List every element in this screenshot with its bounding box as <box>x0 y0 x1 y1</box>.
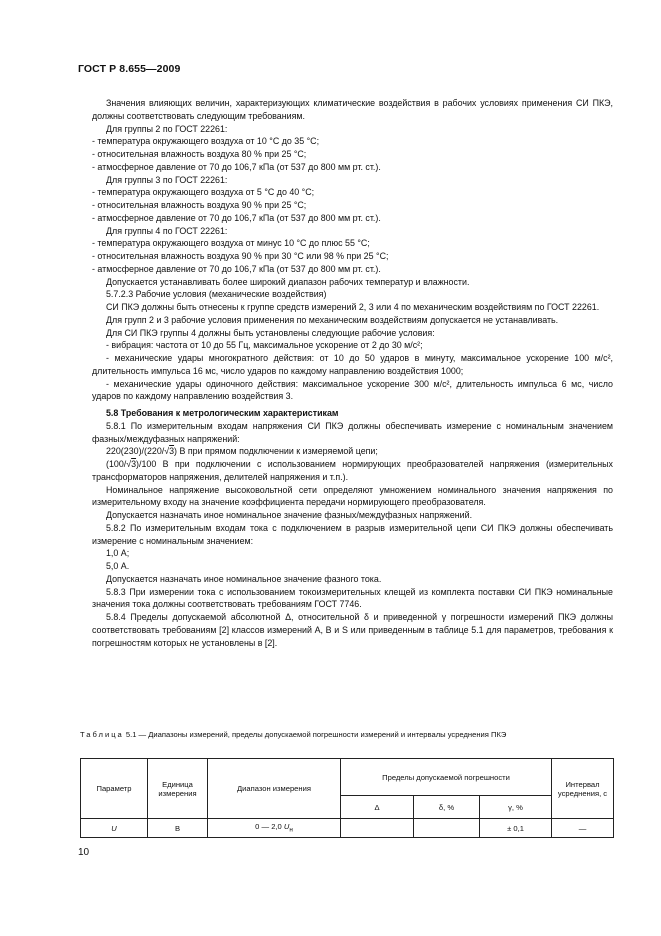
list-item: - механические удары многократного действия: от 10 до 50 ударов в минуту, максимальное ускорение 100 м/с², длительность импульса 16 мс, число ударов по каждому направлению воздействия 1000; <box>92 353 613 376</box>
header-unit: Единица измерения <box>148 759 208 819</box>
list-item: - относительная влажность воздуха 80 % при 25 °С; <box>92 149 307 159</box>
table-caption <box>80 730 613 741</box>
list-item: - температура окружающего воздуха от минус 10 °С до плюс 55 °С; <box>92 238 370 249</box>
list-item: - вибрация: частота от 10 до 55 Гц, максимальное ускорение от 2 до 30 м/с²; <box>106 340 423 351</box>
range-subscript: н <box>289 826 293 834</box>
cell-unit: В <box>148 819 208 838</box>
formula-text: (100/ <box>106 459 127 469</box>
paragraph: Допускается устанавливать более широкий диапазон рабочих температур и влажности. <box>106 276 470 287</box>
section-5-8-heading: 5.8 Требования к метрологическим характеристикам <box>106 408 339 418</box>
paragraph: Допускается назначать иное номинальное значение фазных/междуфазных напряжений. <box>106 510 473 520</box>
cell-reduced: ± 0,1 <box>480 819 552 838</box>
paragraph: 5.8.4 Пределы допускаемой абсолютной Δ, относительной δ и приведенной γ погрешности измерений ПКЭ должны соответствовать требованиям [2] классов измерений А, В и S или приведенным в таблице 5.1 для параметров, требования к погрешностям которых не установлены в [2]. <box>92 612 613 648</box>
paragraph: Значения влияющих величин, характеризующих климатические воздействия в рабочих условиях применения СИ ПКЭ, должны соответствовать следующим требованиям. <box>92 98 613 121</box>
list-item: 1,0 А; <box>106 548 130 559</box>
voltage-formula-2: (100/√3)/100 В при подключении с использованием нормирующих преобразователей напряжения (измерительных трансформаторов напряжения, делителей напряжения и т.п.). <box>92 459 613 482</box>
cell-interval: — <box>552 819 614 838</box>
paragraph: 5.8.3 При измерении тока с использованием токоизмерительных клещей из комплекта поставки СИ ПКЭ номинальные значения тока должны соответствовать требованиям ГОСТ 7746. <box>92 586 613 610</box>
list-item: - относительная влажность воздуха 90 % при 30 °С или 98 % при 25 °С; <box>92 251 389 261</box>
range-text: 0 — 2,0 <box>255 822 284 832</box>
table-5-1 <box>80 758 614 838</box>
list-item: - температура окружающего воздуха от 5 °С до 40 °С; <box>92 187 315 198</box>
list-item: - механические удары одиночного действия: максимальное ускорение 300 м/с², длительность импульса 6 мс, число ударов по каждому направлению воздействия 3. <box>92 378 613 402</box>
list-item: - температура окружающего воздуха от 10 °С до 35 °С; <box>92 136 320 147</box>
paragraph: Для СИ ПКЭ группы 4 должны быть установлены следующие рабочие условия: <box>106 327 435 338</box>
formula-text: )/100 В при подключении с использованием нормирующих преобразователей напряжения (измерительных трансформаторов напряжения, делителей напряжения и т.п.). <box>92 459 613 482</box>
cell-range <box>208 819 341 838</box>
cell-relative <box>414 819 480 838</box>
paragraph: 5.8.1 По измерительным входам напряжения СИ ПКЭ должны обеспечивать измерение с номинальным значением фазных/междуфазных напряжений: <box>92 420 613 444</box>
formula-text: 220(230)/(220/ <box>106 446 165 457</box>
document-body <box>92 97 613 649</box>
header-range: Диапазон измерения <box>208 759 341 819</box>
paragraph: 5.8.2 По измерительным входам тока с подключением в разрыв измерительной цепи СИ ПКЭ должны обеспечивать измерение с номинальным значением: <box>92 522 613 546</box>
list-item: - атмосферное давление от 70 до 106,7 кПа (от 537 до 800 мм рт. ст.). <box>92 212 381 223</box>
header-parameter: Параметр <box>81 759 148 819</box>
group-4-heading: Для группы 4 по ГОСТ 22261: <box>106 225 228 236</box>
page-number: 10 <box>78 847 90 858</box>
list-item: - атмосферное давление от 70 до 106,7 кПа (от 537 до 800 мм рт. ст.). <box>92 161 381 172</box>
section-5-7-2-3-heading: 5.7.2.3 Рабочие условия (механические воздействия) <box>106 289 327 300</box>
header-error-limits: Пределы допускаемой погрешности <box>341 759 552 796</box>
paragraph: Для групп 2 и 3 рабочие условия применения по механическим воздействиям допускается не устанавливать. <box>106 314 559 325</box>
group-3-heading: Для группы 3 по ГОСТ 22261: <box>106 174 228 185</box>
group-2-heading: Для группы 2 по ГОСТ 22261: <box>106 123 228 134</box>
header-absolute: Δ <box>341 796 414 819</box>
paragraph: Номинальное напряжение высоковольтной сети определяют умножением номинального значения напряжения по измерительному входу на значение коэффициента передачи нормирующего преобразователя. <box>92 484 613 508</box>
header-reduced: γ, % <box>480 796 552 819</box>
list-item: 5,0 А. <box>106 561 130 571</box>
formula-text: ) В при прямом подключении к измеряемой цепи; <box>174 446 378 457</box>
range-variable: U <box>283 822 290 832</box>
paragraph: Допускается назначать иное номинальное значение фазного тока. <box>106 573 382 584</box>
cell-parameter: U <box>81 819 148 838</box>
voltage-formula-1: 220(230)/(220/√3) В при прямом подключении к измеряемой цепи; <box>106 446 378 457</box>
sqrt-radicand: 3 <box>169 446 175 457</box>
list-item: - относительная влажность воздуха 90 % при 25 °С; <box>92 200 307 210</box>
list-item: - атмосферное давление от 70 до 106,7 кПа (от 537 до 800 мм рт. ст.). <box>92 263 381 274</box>
paragraph: СИ ПКЭ должны быть отнесены к группе средств измерений 2, 3 или 4 по механическим воздействиям по ГОСТ 22261. <box>106 302 600 312</box>
caption-label: Таблица <box>80 730 124 739</box>
header-interval: Интервал усреднения, с <box>552 759 614 819</box>
table-row <box>81 819 614 838</box>
cell-absolute <box>341 819 414 838</box>
document-header: ГОСТ Р 8.655—2009 <box>78 63 181 75</box>
sqrt-radicand: 3 <box>131 459 137 469</box>
header-relative: δ, % <box>414 796 480 819</box>
caption-text: 5.1 — Диапазоны измерений, пределы допускаемой погрешности измерений и интервалы усреднения ПКЭ <box>123 730 507 739</box>
